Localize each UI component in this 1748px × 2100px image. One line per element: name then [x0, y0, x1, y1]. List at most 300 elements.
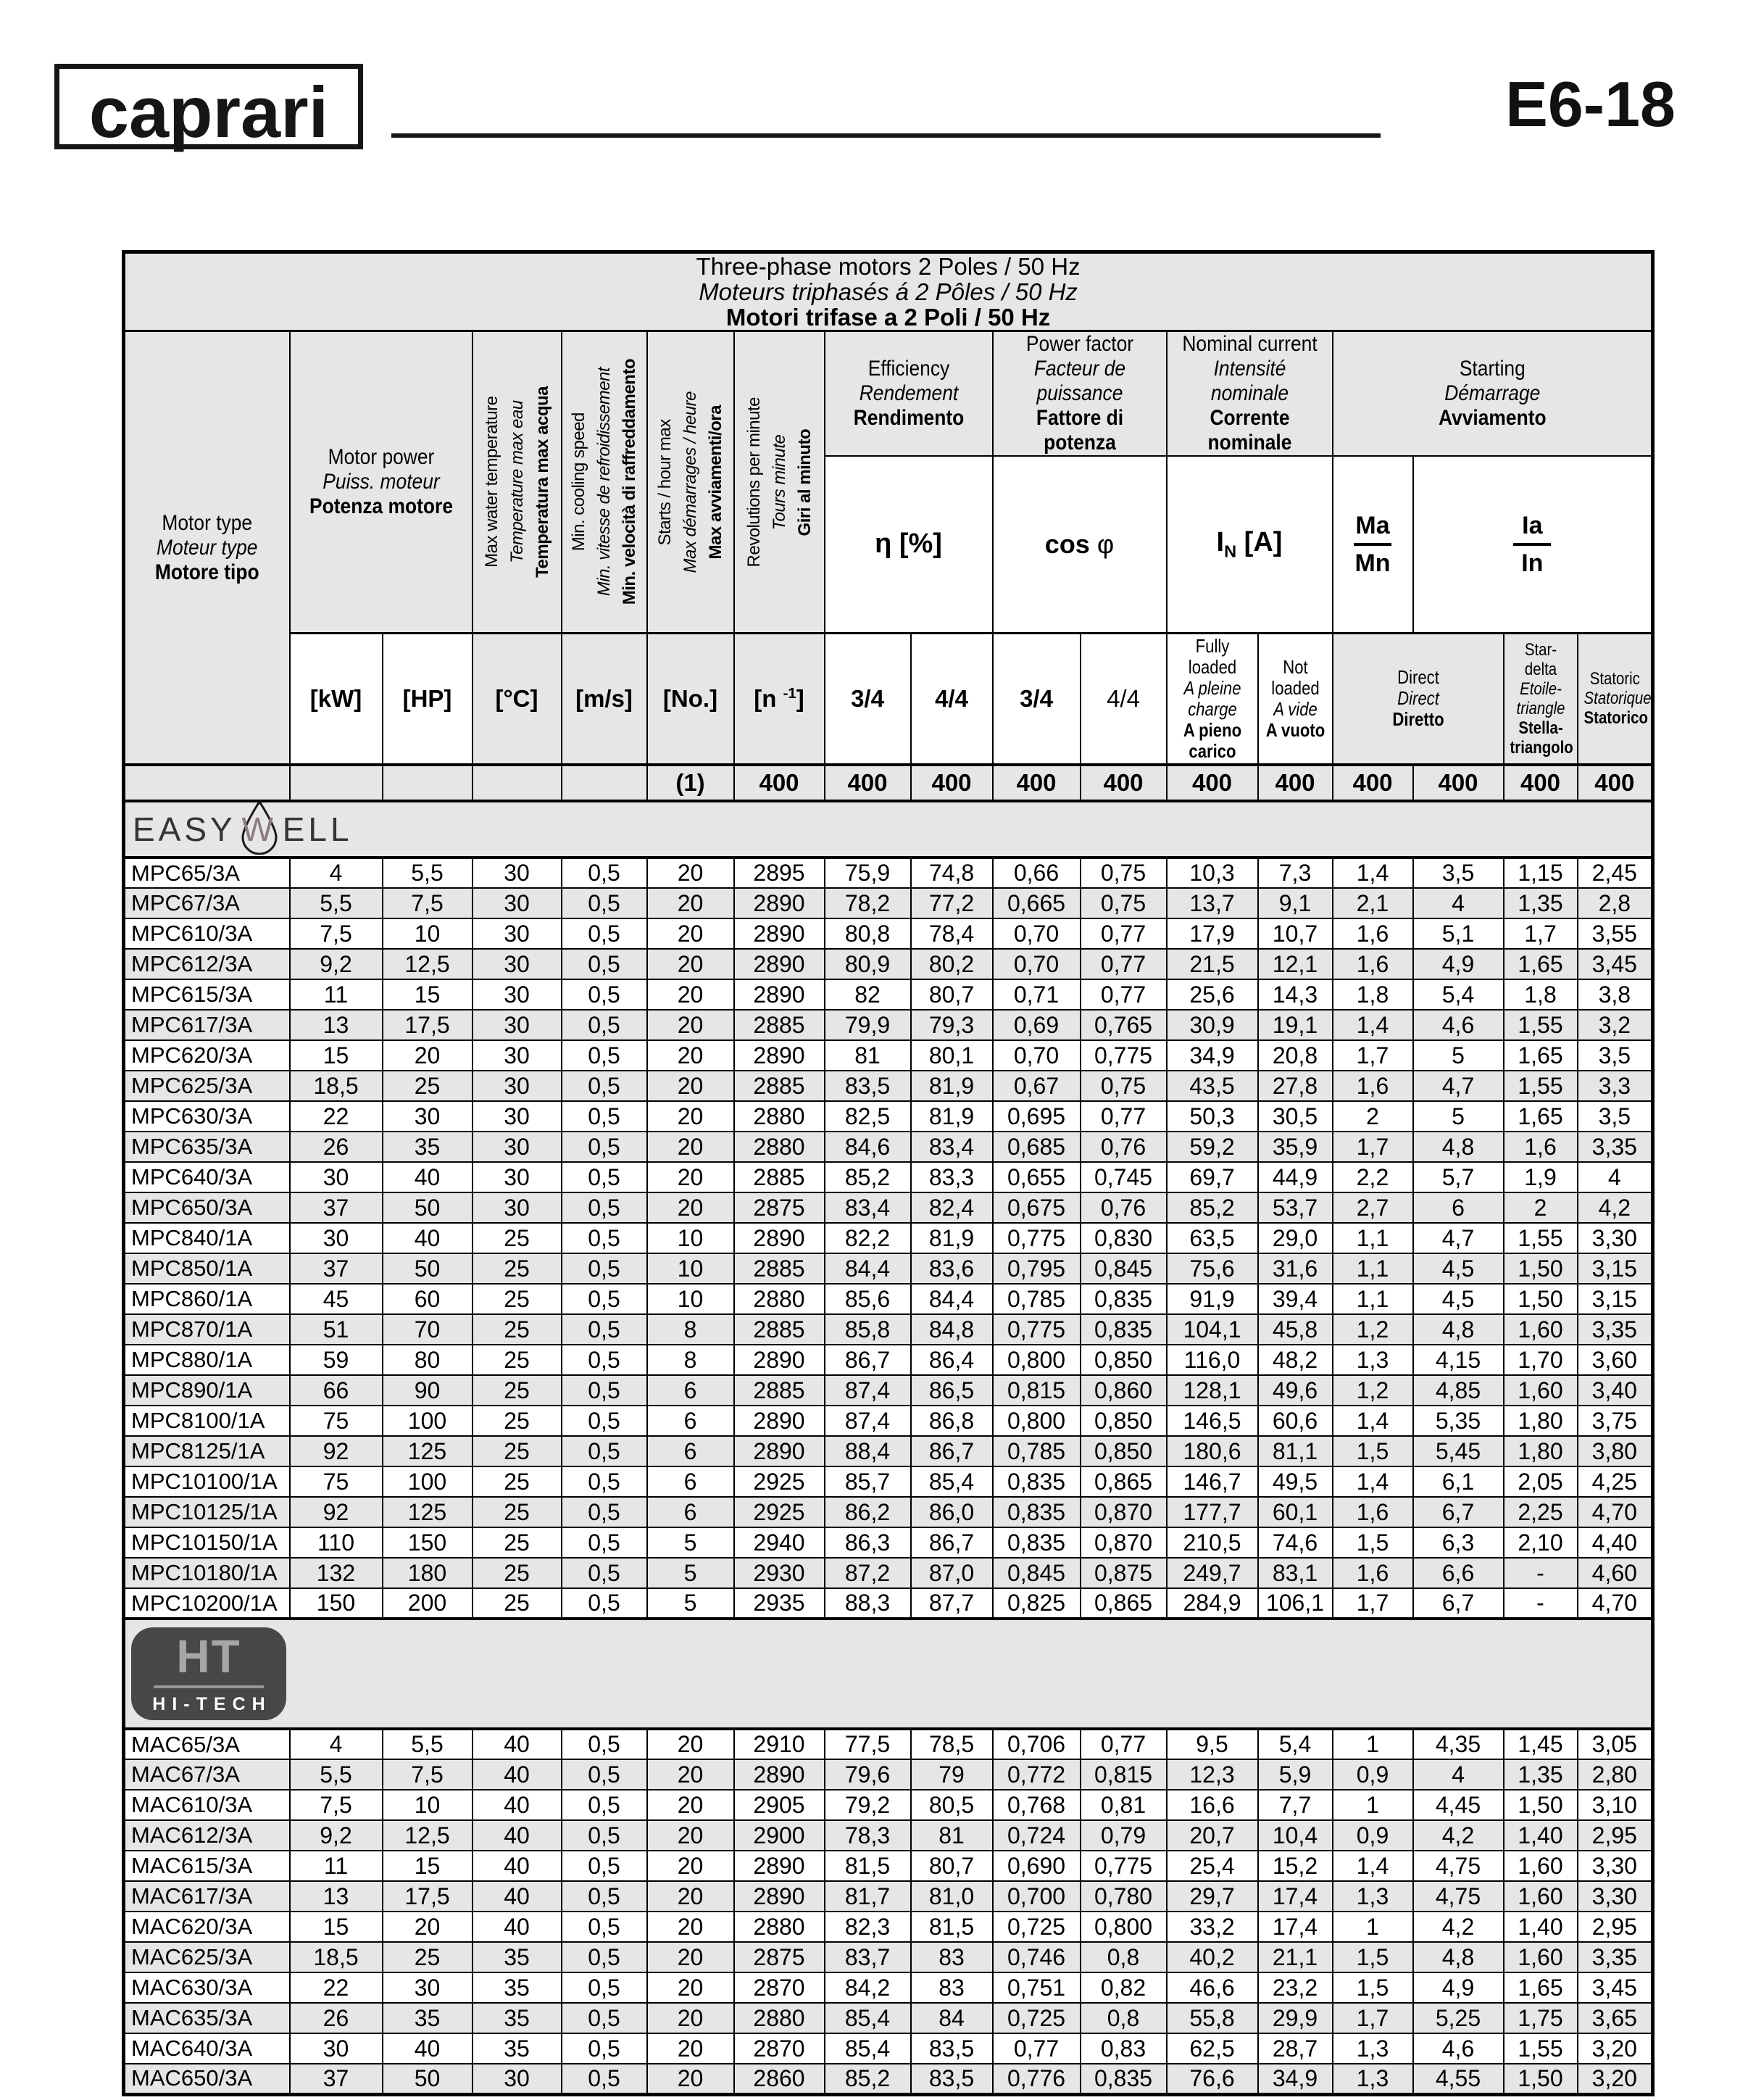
- value-cell: 0,845: [993, 1558, 1081, 1588]
- value-cell: 1,50: [1504, 1253, 1578, 1284]
- value-cell: 82,3: [825, 1912, 911, 1942]
- value-cell: 69,7: [1167, 1162, 1258, 1192]
- n-open: [n: [754, 684, 783, 712]
- value-cell: 6: [647, 1436, 734, 1466]
- value-cell: 0,5: [562, 1040, 647, 1071]
- value-cell: 40: [383, 2033, 473, 2064]
- value-cell: 35: [473, 2033, 562, 2064]
- value-cell: 1,55: [1504, 1010, 1578, 1040]
- value-cell: 0,70: [993, 1040, 1081, 1071]
- value-cell: 3,20: [1578, 2033, 1653, 2064]
- value-cell: 4,85: [1413, 1375, 1504, 1406]
- value-cell: 1,60: [1504, 1942, 1578, 1972]
- value-cell: 82,5: [825, 1101, 911, 1132]
- value-cell: 30: [473, 888, 562, 918]
- model-cell: MPC615/3A: [124, 979, 290, 1010]
- page-code: E6-18: [1505, 68, 1676, 140]
- value-cell: 1,1: [1333, 1284, 1413, 1314]
- value-cell: 2,8: [1578, 888, 1653, 918]
- volt-value: 400: [1413, 765, 1504, 801]
- easywell-post: ELL: [282, 810, 353, 848]
- value-cell: 40: [383, 1162, 473, 1192]
- fully-it: A pieno carico: [1183, 718, 1241, 762]
- n-sup: -1: [783, 684, 796, 702]
- value-cell: 40: [473, 1851, 562, 1881]
- value-cell: 0,860: [1081, 1375, 1167, 1406]
- table-row: [124, 1588, 1653, 1619]
- value-cell: 17,5: [383, 1010, 473, 1040]
- value-cell: 83,4: [825, 1192, 911, 1223]
- value-cell: 88,4: [825, 1436, 911, 1466]
- symbol-ma-mn: [1333, 456, 1413, 633]
- value-cell: 2890: [734, 1881, 825, 1912]
- value-cell: 0,800: [1081, 1912, 1167, 1942]
- value-cell: 49,6: [1258, 1375, 1333, 1406]
- value-cell: 75: [290, 1466, 383, 1497]
- value-cell: 82,2: [825, 1223, 911, 1253]
- model-cell: MAC612/3A: [124, 1820, 290, 1851]
- value-cell: -: [1504, 1588, 1578, 1619]
- header-rule: [391, 133, 1381, 138]
- value-cell: 106,1: [1258, 1588, 1333, 1619]
- sub-statoric: [1578, 633, 1653, 765]
- value-cell: 0,5: [562, 1729, 647, 1759]
- value-cell: 16,6: [1167, 1790, 1258, 1820]
- value-cell: 0,865: [1081, 1466, 1167, 1497]
- value-cell: 2880: [734, 1132, 825, 1162]
- value-cell: 0,706: [993, 1729, 1081, 1759]
- table-row: [124, 1040, 1653, 1071]
- statoric-en: Statoric: [1589, 669, 1640, 689]
- value-cell: 0,66: [993, 858, 1081, 888]
- value-cell: 25: [473, 1466, 562, 1497]
- value-cell: 37: [290, 1253, 383, 1284]
- unit-kw: [kW]: [290, 633, 383, 765]
- value-cell: 80,1: [911, 1040, 993, 1071]
- value-cell: 20: [647, 1040, 734, 1071]
- value-cell: 4,8: [1413, 1314, 1504, 1345]
- value-cell: 6: [1413, 1192, 1504, 1223]
- value-cell: 35: [383, 1132, 473, 1162]
- hitech-divider: [154, 1685, 264, 1688]
- value-cell: 3,30: [1578, 1851, 1653, 1881]
- fully-fr: A pleine charge: [1183, 676, 1241, 720]
- value-cell: 0,5: [562, 1192, 647, 1223]
- value-cell: 80,5: [911, 1790, 993, 1820]
- table-row: [124, 1253, 1653, 1284]
- value-cell: 20: [647, 1942, 734, 1972]
- value-cell: 45,8: [1258, 1314, 1333, 1345]
- value-cell: 2940: [734, 1527, 825, 1558]
- value-cell: 0,69: [993, 1010, 1081, 1040]
- col-header-rpm: [734, 331, 825, 634]
- value-cell: 5,5: [290, 888, 383, 918]
- value-cell: 85,7: [825, 1466, 911, 1497]
- value-cell: 75,9: [825, 858, 911, 888]
- table-row: [124, 1162, 1653, 1192]
- value-cell: 25,4: [1167, 1851, 1258, 1881]
- value-cell: 25: [473, 1253, 562, 1284]
- value-cell: 0,79: [1081, 1820, 1167, 1851]
- value-cell: 0,850: [1081, 1436, 1167, 1466]
- value-cell: 2890: [734, 1436, 825, 1466]
- value-cell: 2880: [734, 2003, 825, 2033]
- value-cell: 3,15: [1578, 1284, 1653, 1314]
- value-cell: 29,0: [1258, 1223, 1333, 1253]
- value-cell: 1,6: [1333, 1071, 1413, 1101]
- value-cell: 1,60: [1504, 1375, 1578, 1406]
- value-cell: 2890: [734, 1345, 825, 1375]
- value-cell: 20: [647, 1759, 734, 1790]
- value-cell: 20: [647, 1912, 734, 1942]
- value-cell: 81,1: [1258, 1436, 1333, 1466]
- value-cell: 77,5: [825, 1729, 911, 1759]
- value-cell: 1,3: [1333, 1881, 1413, 1912]
- value-cell: 0,870: [1081, 1527, 1167, 1558]
- value-cell: 1,35: [1504, 1759, 1578, 1790]
- model-cell: MPC617/3A: [124, 1010, 290, 1040]
- value-cell: 85,6: [825, 1284, 911, 1314]
- value-cell: 20: [647, 1881, 734, 1912]
- table-row: [124, 858, 1653, 888]
- value-cell: 3,20: [1578, 2064, 1653, 2094]
- value-cell: 4,7: [1413, 1071, 1504, 1101]
- value-cell: 78,5: [911, 1729, 993, 1759]
- value-cell: 3,60: [1578, 1345, 1653, 1375]
- value-cell: 180,6: [1167, 1436, 1258, 1466]
- hitech-ht: HT: [176, 1630, 241, 1682]
- value-cell: 1,9: [1504, 1162, 1578, 1192]
- value-cell: 3,30: [1578, 1223, 1653, 1253]
- table-row: [124, 1223, 1653, 1253]
- value-cell: 29,9: [1258, 2003, 1333, 2033]
- value-cell: 30: [473, 1132, 562, 1162]
- value-cell: 0,5: [562, 1851, 647, 1881]
- group-header-nominal-current: [1167, 331, 1333, 457]
- value-cell: 4,70: [1578, 1497, 1653, 1527]
- value-cell: 210,5: [1167, 1527, 1258, 1558]
- motor-power-it: Potenza motore: [309, 494, 453, 518]
- value-cell: 0,800: [993, 1345, 1081, 1375]
- value-cell: 79,3: [911, 1010, 993, 1040]
- value-cell: 0,5: [562, 1284, 647, 1314]
- table-title: [124, 252, 1653, 331]
- value-cell: 2,10: [1504, 1527, 1578, 1558]
- value-cell: 2925: [734, 1497, 825, 1527]
- volt-value: 400: [1333, 765, 1413, 801]
- value-cell: 20: [647, 918, 734, 949]
- value-cell: 40: [473, 1759, 562, 1790]
- value-cell: 2890: [734, 1406, 825, 1436]
- value-cell: 0,5: [562, 1223, 647, 1253]
- max-temp-fr: Temperature max eau: [507, 400, 527, 563]
- value-cell: 34,9: [1258, 2064, 1333, 2094]
- motor-power-en: Motor power: [328, 444, 434, 469]
- value-cell: 5,7: [1413, 1162, 1504, 1192]
- value-cell: 4: [1413, 1759, 1504, 1790]
- group-header-power-factor: [993, 331, 1167, 457]
- value-cell: 0,5: [562, 1881, 647, 1912]
- value-cell: 1,50: [1504, 1284, 1578, 1314]
- value-cell: 11: [290, 979, 383, 1010]
- value-cell: 5,4: [1413, 979, 1504, 1010]
- value-cell: 0,745: [1081, 1162, 1167, 1192]
- value-cell: 4,8: [1413, 1942, 1504, 1972]
- value-cell: 4,6: [1413, 1010, 1504, 1040]
- value-cell: 0,76: [1081, 1192, 1167, 1223]
- value-cell: 81: [825, 1040, 911, 1071]
- table-row: [124, 1406, 1653, 1436]
- table-row: [124, 1010, 1653, 1040]
- value-cell: 0,725: [993, 2003, 1081, 2033]
- value-cell: 5,5: [383, 1729, 473, 1759]
- value-cell: 4,9: [1413, 1972, 1504, 2003]
- value-cell: 5,35: [1413, 1406, 1504, 1436]
- value-cell: 79,6: [825, 1759, 911, 1790]
- value-cell: 5: [647, 1588, 734, 1619]
- value-cell: 0,751: [993, 1972, 1081, 2003]
- notloaded-it: A vuoto: [1265, 718, 1325, 741]
- value-cell: 13: [290, 1010, 383, 1040]
- value-cell: 0,9: [1333, 1759, 1413, 1790]
- value-cell: 180: [383, 1558, 473, 1588]
- efficiency-it: Rendimento: [853, 406, 964, 430]
- value-cell: 10,7: [1258, 918, 1333, 949]
- value-cell: 0,77: [1081, 979, 1167, 1010]
- value-cell: 0,724: [993, 1820, 1081, 1851]
- value-cell: 1,4: [1333, 1010, 1413, 1040]
- value-cell: 0,785: [993, 1284, 1081, 1314]
- value-cell: 3,2: [1578, 1010, 1653, 1040]
- current-sub-n: N: [1224, 541, 1237, 561]
- value-cell: 30: [473, 858, 562, 888]
- easywell-w: W: [241, 810, 277, 848]
- value-cell: 81,5: [825, 1851, 911, 1881]
- value-cell: 0,815: [1081, 1759, 1167, 1790]
- value-cell: 60,6: [1258, 1406, 1333, 1436]
- value-cell: 146,7: [1167, 1466, 1258, 1497]
- value-cell: 20: [647, 2003, 734, 2033]
- value-cell: 92: [290, 1497, 383, 1527]
- value-cell: 0,775: [993, 1314, 1081, 1345]
- value-cell: 3,65: [1578, 2003, 1653, 2033]
- value-cell: 92: [290, 1436, 383, 1466]
- value-cell: 0,5: [562, 1345, 647, 1375]
- value-cell: 0,75: [1081, 858, 1167, 888]
- unit-celsius: [°C]: [473, 633, 562, 765]
- value-cell: 3,35: [1578, 1314, 1653, 1345]
- value-cell: 30: [473, 1162, 562, 1192]
- value-cell: 3,30: [1578, 1881, 1653, 1912]
- value-cell: 0,850: [1081, 1406, 1167, 1436]
- value-cell: 2: [1504, 1192, 1578, 1223]
- value-cell: 0,830: [1081, 1223, 1167, 1253]
- value-cell: 25: [473, 1497, 562, 1527]
- value-cell: 45: [290, 1284, 383, 1314]
- value-cell: 20: [647, 1790, 734, 1820]
- value-cell: 1,60: [1504, 1314, 1578, 1345]
- value-cell: 34,9: [1167, 1040, 1258, 1071]
- value-cell: 1,65: [1504, 1972, 1578, 2003]
- starting-en: Starting: [1459, 357, 1526, 381]
- model-cell: MPC625/3A: [124, 1071, 290, 1101]
- nominal-current-it: Corrente nominale: [1207, 406, 1291, 455]
- value-cell: 1,4: [1333, 1406, 1413, 1436]
- value-cell: 2885: [734, 1375, 825, 1406]
- value-cell: 6: [647, 1375, 734, 1406]
- value-cell: 1,6: [1333, 949, 1413, 979]
- value-cell: 81: [911, 1820, 993, 1851]
- value-cell: 35: [473, 1972, 562, 2003]
- value-cell: 0,77: [1081, 918, 1167, 949]
- value-cell: 4,75: [1413, 1851, 1504, 1881]
- table-row: [124, 1558, 1653, 1588]
- value-cell: 104,1: [1167, 1314, 1258, 1345]
- value-cell: 10: [647, 1284, 734, 1314]
- table-row: [124, 1466, 1653, 1497]
- value-cell: 1,4: [1333, 1466, 1413, 1497]
- value-cell: 2885: [734, 1253, 825, 1284]
- efficiency-en: Efficiency: [867, 357, 949, 381]
- value-cell: 25: [473, 1588, 562, 1619]
- value-cell: 5: [647, 1558, 734, 1588]
- value-cell: 84,8: [911, 1314, 993, 1345]
- value-cell: 1,1: [1333, 1253, 1413, 1284]
- value-cell: 3,10: [1578, 1790, 1653, 1820]
- value-cell: 12,5: [383, 1820, 473, 1851]
- value-cell: 26: [290, 2003, 383, 2033]
- value-cell: 0,815: [993, 1375, 1081, 1406]
- value-cell: 0,76: [1081, 1132, 1167, 1162]
- table-row: [124, 1790, 1653, 1820]
- value-cell: 30: [473, 1010, 562, 1040]
- value-cell: 66: [290, 1375, 383, 1406]
- value-cell: 70: [383, 1314, 473, 1345]
- model-cell: MAC620/3A: [124, 1912, 290, 1942]
- value-cell: 0,655: [993, 1162, 1081, 1192]
- unit-ms: [m/s]: [562, 633, 647, 765]
- model-cell: MPC67/3A: [124, 888, 290, 918]
- table-row: [124, 1192, 1653, 1223]
- value-cell: 4,5: [1413, 1253, 1504, 1284]
- table-row: [124, 918, 1653, 949]
- table-row: [124, 1759, 1653, 1790]
- unit-hp: [HP]: [383, 633, 473, 765]
- model-cell: MPC10100/1A: [124, 1466, 290, 1497]
- value-cell: 0,5: [562, 1162, 647, 1192]
- value-cell: 5,25: [1413, 2003, 1504, 2033]
- value-cell: 1,2: [1333, 1314, 1413, 1345]
- table-row: [124, 1375, 1653, 1406]
- value-cell: 46,6: [1167, 1972, 1258, 2003]
- model-cell: MPC860/1A: [124, 1284, 290, 1314]
- volt-note: (1): [647, 765, 734, 801]
- table-row: [124, 1436, 1653, 1466]
- table-row: [124, 949, 1653, 979]
- title-it: Motori trifase a 2 Poli / 50 Hz: [725, 304, 1051, 331]
- value-cell: 12,5: [383, 949, 473, 979]
- value-cell: 13,7: [1167, 888, 1258, 918]
- rpm-it: Giri al minuto: [794, 428, 815, 536]
- value-cell: 116,0: [1167, 1345, 1258, 1375]
- value-cell: 0,5: [562, 1972, 647, 2003]
- volt-value: 400: [1504, 765, 1578, 801]
- value-cell: 87,2: [825, 1558, 911, 1588]
- value-cell: 0,5: [562, 949, 647, 979]
- value-cell: 0,665: [993, 888, 1081, 918]
- symbol-nominal-current: [1167, 456, 1333, 633]
- hitech-logo: [131, 1627, 286, 1720]
- value-cell: 2,95: [1578, 1820, 1653, 1851]
- value-cell: 125: [383, 1436, 473, 1466]
- value-cell: 3,45: [1578, 1972, 1653, 2003]
- value-cell: 25: [473, 1314, 562, 1345]
- value-cell: 0,5: [562, 918, 647, 949]
- value-cell: 6,7: [1413, 1588, 1504, 1619]
- value-cell: 7,5: [290, 918, 383, 949]
- value-cell: 4,2: [1578, 1192, 1653, 1223]
- volt-empty: [124, 765, 290, 801]
- value-cell: 40: [473, 1912, 562, 1942]
- value-cell: 83,6: [911, 1253, 993, 1284]
- motor-type-it: Motore tipo: [154, 560, 259, 584]
- value-cell: 40: [473, 1820, 562, 1851]
- value-cell: 1,6: [1504, 1132, 1578, 1162]
- value-cell: 128,1: [1167, 1375, 1258, 1406]
- value-cell: 25: [383, 1942, 473, 1972]
- volt-value: 400: [1081, 765, 1167, 801]
- value-cell: 40: [473, 1729, 562, 1759]
- value-cell: 7,7: [1258, 1790, 1333, 1820]
- value-cell: 20,7: [1167, 1820, 1258, 1851]
- ma-label: Ma: [1355, 511, 1390, 539]
- value-cell: 10: [647, 1223, 734, 1253]
- value-cell: 6: [647, 1406, 734, 1436]
- value-cell: 82,4: [911, 1192, 993, 1223]
- model-cell: MPC850/1A: [124, 1253, 290, 1284]
- value-cell: 6,6: [1413, 1558, 1504, 1588]
- value-cell: 21,1: [1258, 1942, 1333, 1972]
- value-cell: 15: [290, 1040, 383, 1071]
- volt-value: 400: [911, 765, 993, 801]
- value-cell: 125: [383, 1497, 473, 1527]
- value-cell: 3,15: [1578, 1253, 1653, 1284]
- value-cell: 5,4: [1258, 1729, 1333, 1759]
- value-cell: 1,70: [1504, 1345, 1578, 1375]
- value-cell: 0,5: [562, 1527, 647, 1558]
- value-cell: 0,77: [1081, 949, 1167, 979]
- statoric-it: Statorico: [1583, 708, 1648, 729]
- col-header-starts-hour: [647, 331, 734, 634]
- value-cell: 59: [290, 1345, 383, 1375]
- sub-star-delta: [1504, 633, 1578, 765]
- value-cell: 76,6: [1167, 2064, 1258, 2094]
- model-cell: MPC880/1A: [124, 1345, 290, 1375]
- phi-symbol: φ: [1089, 528, 1115, 559]
- value-cell: 5: [1413, 1040, 1504, 1071]
- value-cell: 1,2: [1333, 1375, 1413, 1406]
- value-cell: 0,77: [1081, 1729, 1167, 1759]
- value-cell: 51: [290, 1314, 383, 1345]
- sub-cos-34: 3/4: [993, 633, 1081, 765]
- value-cell: 1,15: [1504, 858, 1578, 888]
- value-cell: 5: [647, 1527, 734, 1558]
- value-cell: 25: [473, 1345, 562, 1375]
- value-cell: 0,75: [1081, 888, 1167, 918]
- group-header-efficiency: [825, 331, 993, 457]
- value-cell: 25: [473, 1527, 562, 1558]
- value-cell: 4,8: [1413, 1132, 1504, 1162]
